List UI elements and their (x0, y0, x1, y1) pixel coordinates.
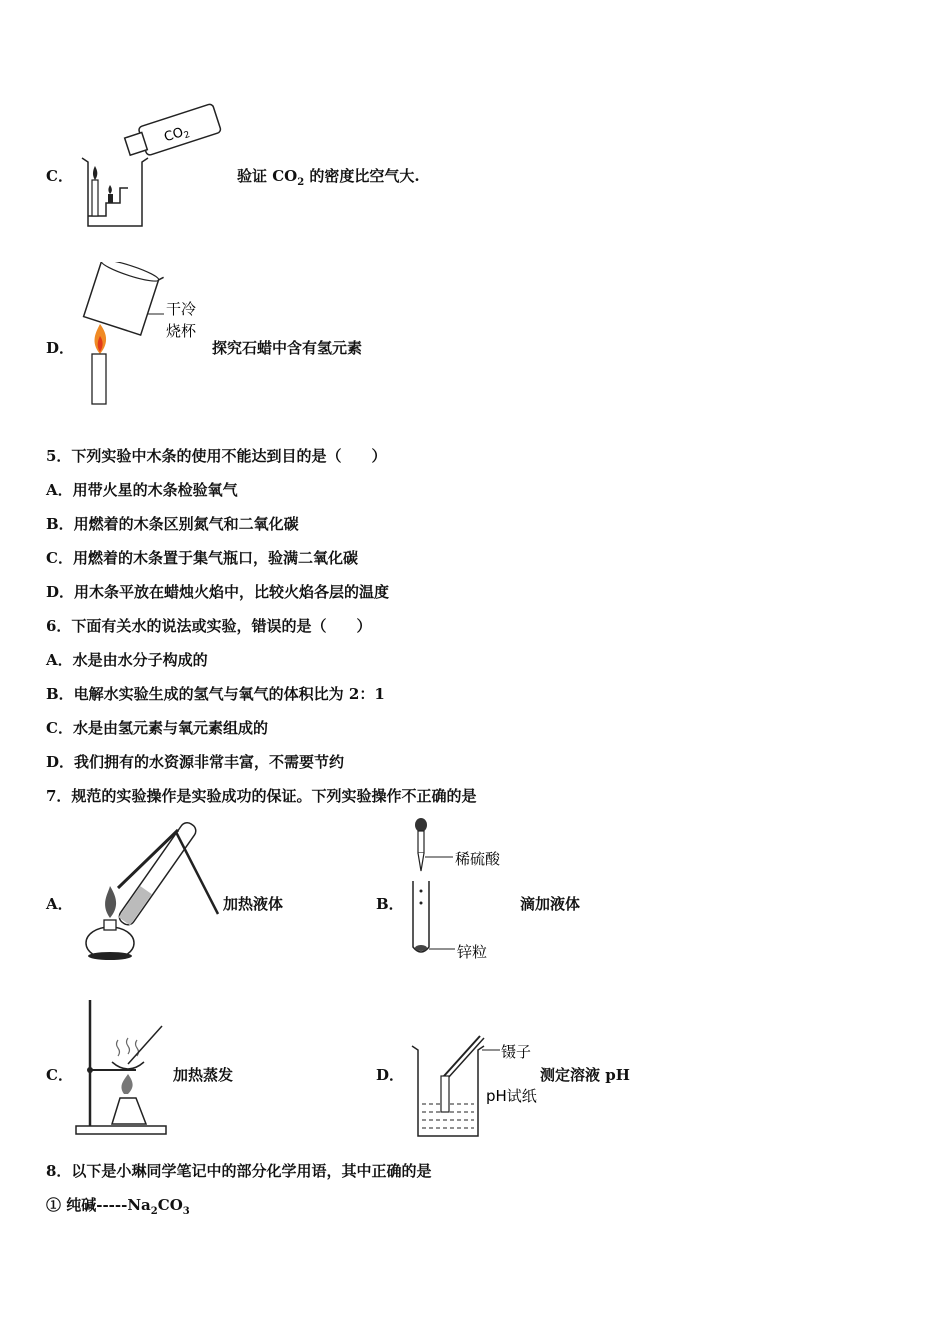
co2-pour-figure (80, 98, 230, 233)
candle-beaker-figure (78, 262, 208, 410)
iron-stand-base (76, 1126, 166, 1134)
q8-stem: 8．以下是小琳同学笔记中的部分化学用语，其中正确的是 (46, 1162, 432, 1180)
co2-bottle (123, 103, 222, 161)
tweezers-label: 镊子 (501, 1043, 532, 1061)
zinc-label: 锌粒 (457, 943, 488, 961)
q5-option-c: C．用燃着的木条置于集气瓶口，验满二氧化碳 (46, 549, 358, 567)
q5-option-d: D．用木条平放在蜡烛火焰中，比较火焰各层的温度 (46, 583, 390, 601)
glass-rod (128, 1026, 162, 1064)
ph-test-figure (408, 1030, 543, 1140)
q4-option-d-letter: D． (46, 339, 75, 357)
beaker-label-1: 干冷 (166, 300, 197, 318)
q4-option-c-letter: C． (46, 167, 73, 185)
q6-stem: 6．下面有关水的说法或实验，错误的是（ ） (46, 617, 372, 635)
q7-option-a-caption: 加热液体 (223, 895, 284, 913)
q6-option-c: C．水是由氢元素与氧元素组成的 (46, 719, 268, 737)
q7-option-c-letter: C． (46, 1066, 73, 1084)
q5-option-a: A．用带火星的木条检验氧气 (46, 481, 238, 499)
q7-option-b-letter: B． (376, 895, 404, 913)
q5-option-b: B．用燃着的木条区别氮气和二氧化碳 (46, 515, 299, 533)
dropper-figure (405, 815, 520, 965)
bottle-label: CO (162, 125, 186, 146)
flame (105, 886, 116, 918)
bottle-label-sub: 2 (182, 129, 192, 142)
q7-option-d-letter: D． (376, 1066, 405, 1084)
flame (121, 1074, 132, 1094)
q5-stem: 5．下列实验中木条的使用不能达到目的是（ ） (46, 447, 387, 465)
q7-stem: 7．规范的实验操作是实验成功的保证。下列实验操作不正确的是 (46, 787, 477, 805)
q7-option-b-caption: 滴加液体 (520, 895, 581, 913)
q6-option-b: B．电解水实验生成的氢气与氧气的体积比为 2：1 (46, 685, 385, 703)
beaker-label-2: 烧杯 (166, 322, 197, 340)
q7-option-c-caption: 加热蒸发 (173, 1066, 234, 1084)
ph-paper-label: pH试纸 (486, 1087, 537, 1105)
q7-option-a-letter: A． (46, 895, 73, 913)
q4-option-c-text: 验证 $CO_2$ 的密度比空气大. (237, 167, 420, 188)
ph-paper (441, 1076, 449, 1112)
heat-liquid-figure (80, 818, 225, 966)
candle (92, 354, 106, 404)
zinc-granules (415, 945, 427, 951)
q7-option-d-caption: 测定溶液 pH (540, 1066, 630, 1084)
candle-short (92, 180, 98, 216)
acid-label: 稀硫酸 (455, 850, 501, 868)
q8-item-1: ① 纯碱$-----Na_2CO_3$ (46, 1196, 190, 1217)
dropper-bulb (415, 818, 427, 832)
q6-option-a: A．水是由水分子构成的 (46, 651, 208, 669)
q6-option-d: D．我们拥有的水资源非常丰富，不需要节约 (46, 753, 345, 771)
evaporation-figure (74, 998, 174, 1138)
q4-option-d-text: 探究石蜡中含有氢元素 (212, 339, 363, 357)
alcohol-lamp-c (112, 1098, 146, 1124)
tweezers (444, 1036, 480, 1076)
